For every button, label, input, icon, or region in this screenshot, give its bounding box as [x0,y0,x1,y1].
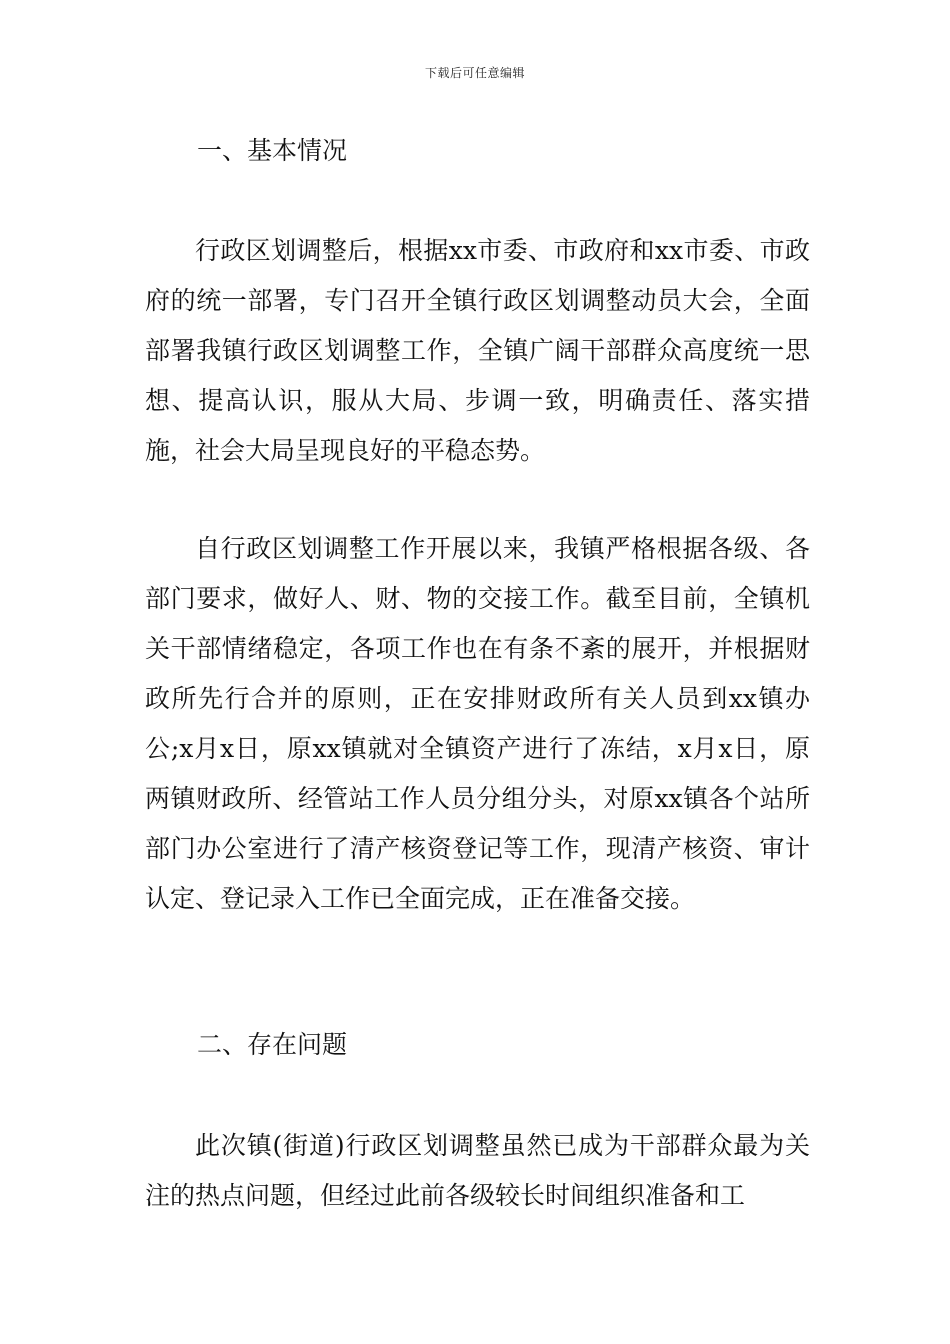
page-header: 下载后可任意编辑 [424,66,525,80]
paragraph-handover-work: 自行政区划调整工作开展以来，我镇严格根据各级、各部门要求，做好人、财、物的交接工作。截至目前，全镇机关干部情绪稳定，各项工作也在有条不紊的展开，并根据财政所先行合并的原则，正在安排财政所有关人员到xx镇办公;x月x日，原xx镇就对全镇资产进行了冻结，x月x日，原两镇财政所、经管站工作人员分组分头，对原xx镇各个站所部门办公室进行了清产核资登记等工作，现清产核资、审计认定、登记录入工作已全面完成，正在准备交接。 [145,534,810,913]
section-heading-existing-problems: 二、存在问题 [197,1030,348,1059]
paragraph-adjustment-deployment: 行政区划调整后，根据xx市委、市政府和xx市委、市政府的统一部署，专门召开全镇行政区划调整动员大会，全面部署我镇行政区划调整工作，全镇广阔干部群众高度统一思想、提高认识，服从大局、步调一致，明确责任、落实措施，社会大局呈现良好的平稳态势。 [145,236,810,465]
section-heading-basic-situation: 一、基本情况 [197,136,348,165]
paragraph-problems-intro: 此次镇(街道)行政区划调整虽然已成为干部群众最为关注的热点问题，但经过此前各级较长时间组织准备和工 [145,1131,810,1210]
